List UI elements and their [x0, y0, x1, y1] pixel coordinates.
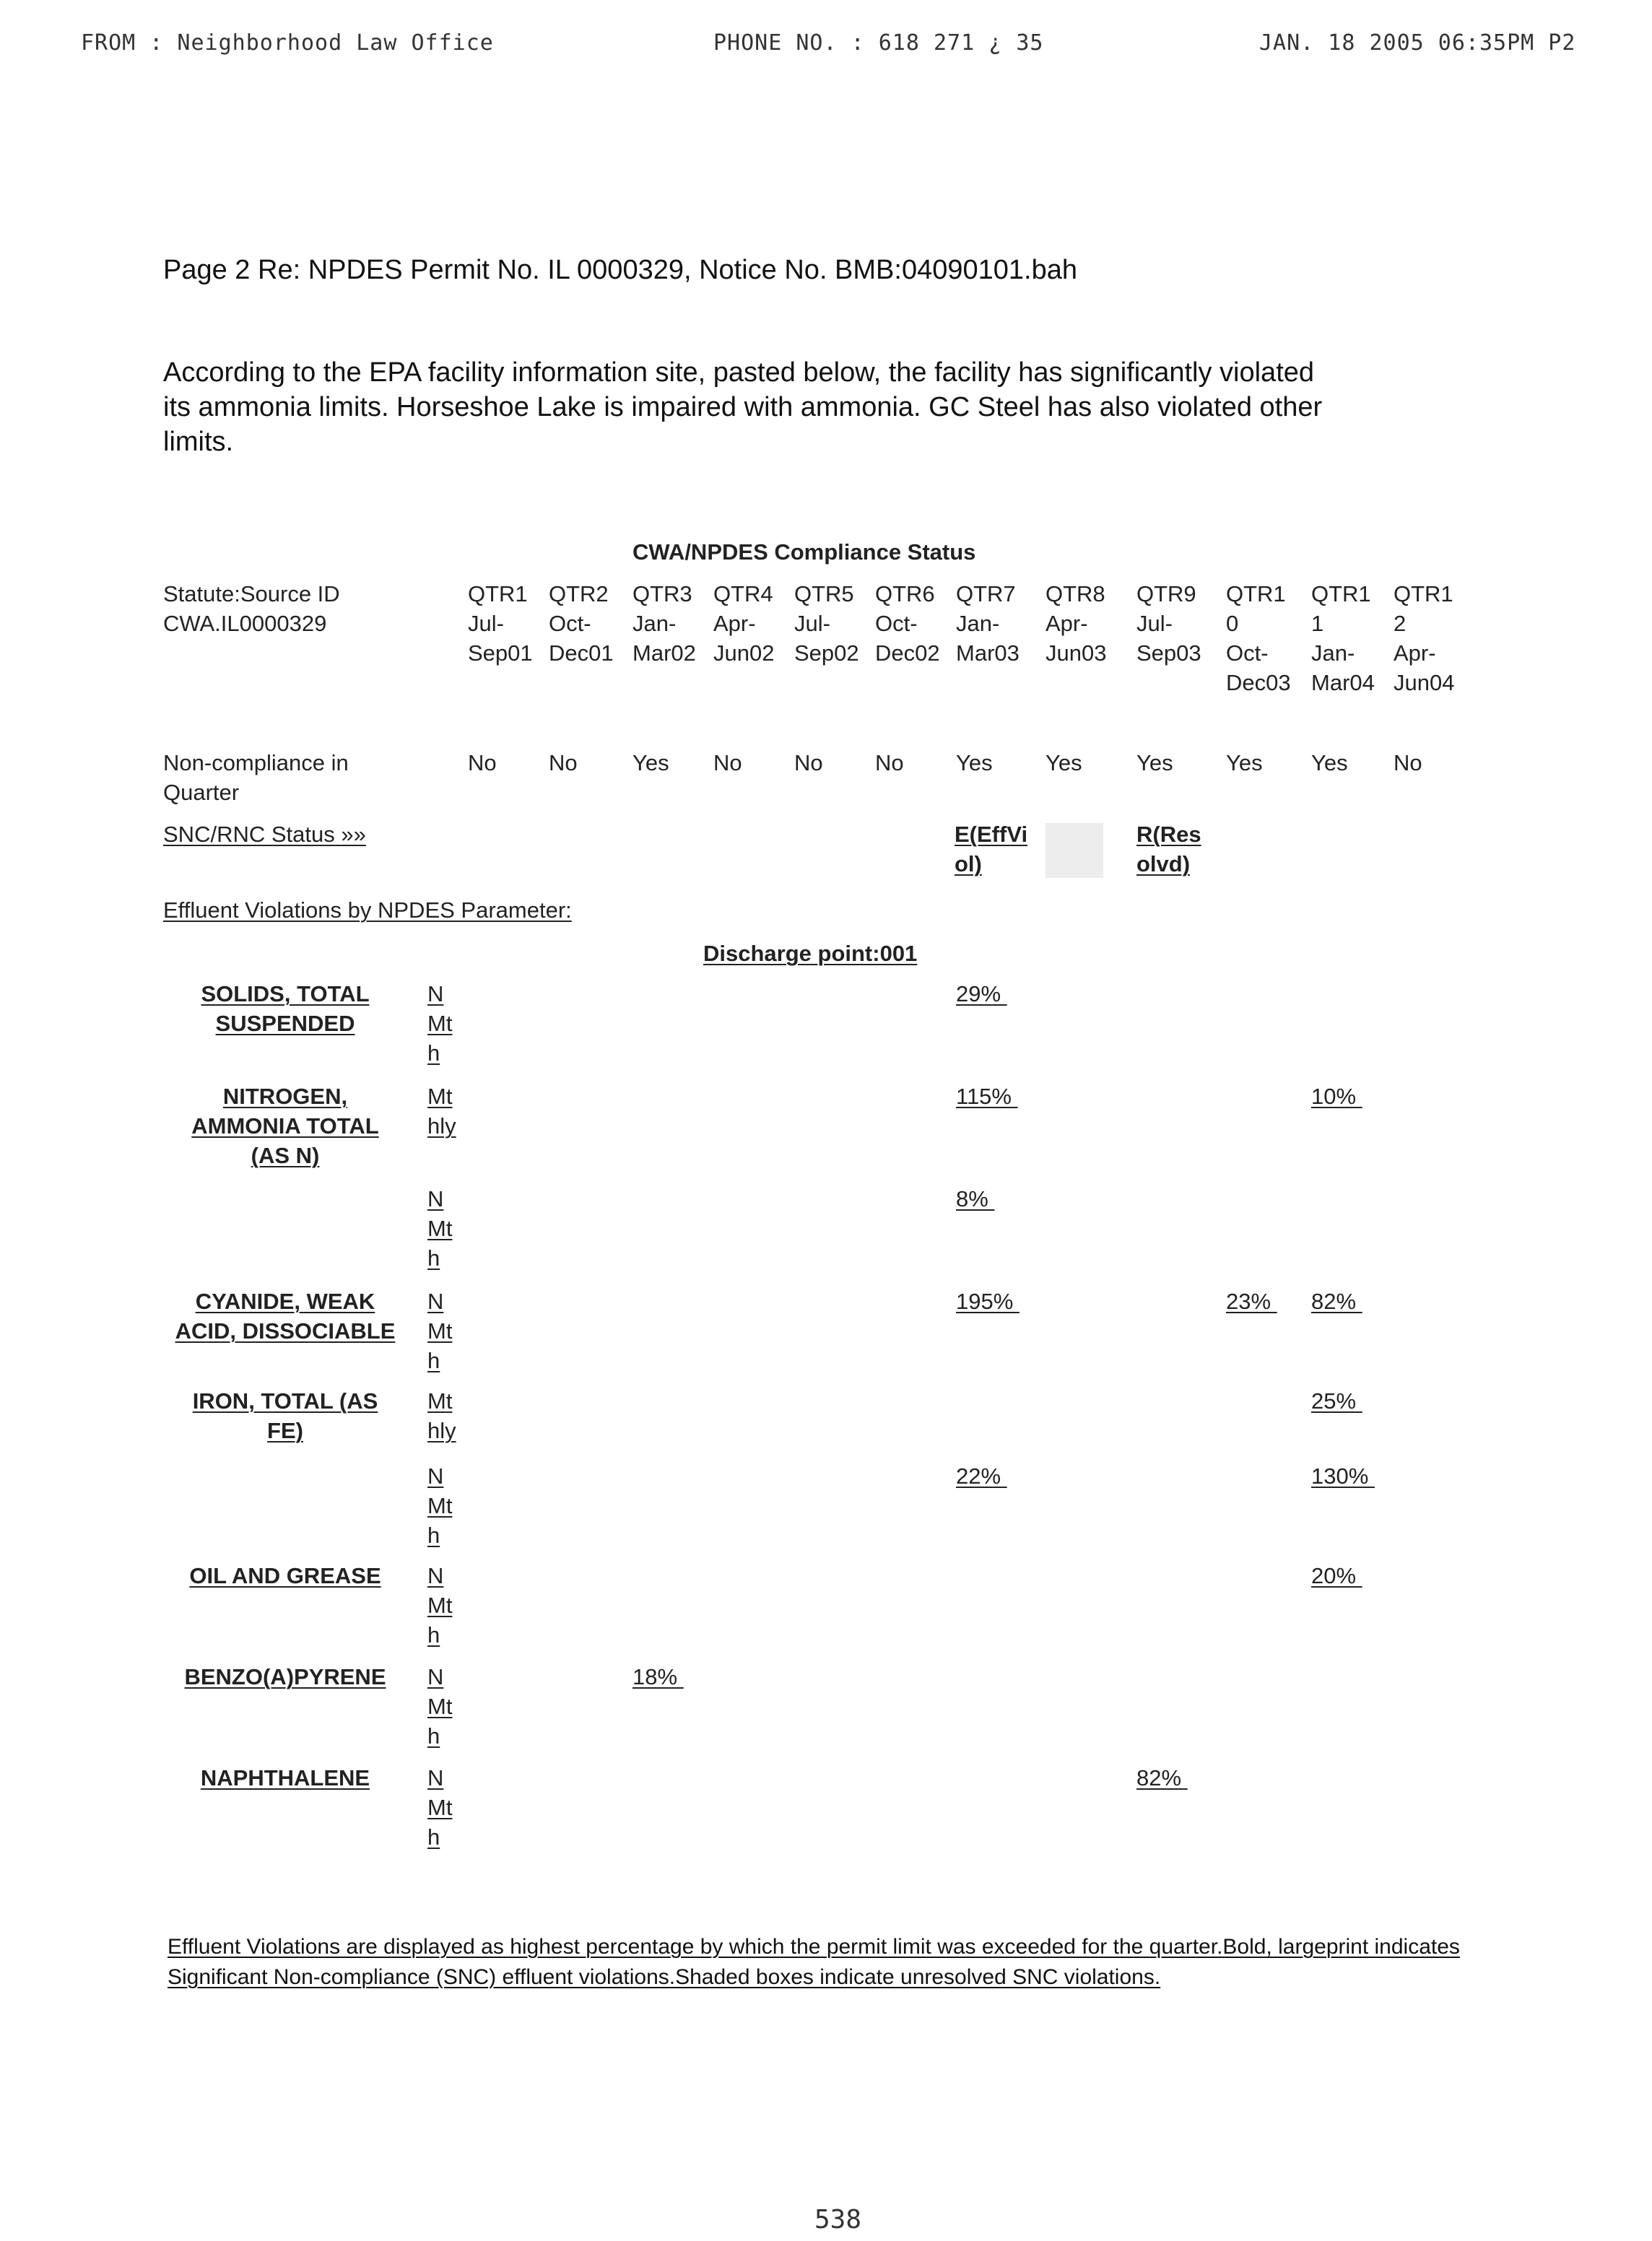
- parameter-code-7-line-1: N: [427, 1563, 444, 1588]
- noncompliance-qtr-11: Yes: [1311, 750, 1348, 775]
- quarter-header-5-line-3: Sep02: [794, 640, 859, 666]
- quarter-header-12-line-3: Apr-: [1394, 640, 1436, 666]
- parameter-name-5-line-2: FE): [267, 1418, 303, 1443]
- parameter-code-7-line-3: h: [427, 1622, 440, 1648]
- quarter-header-3-line-1: QTR3: [632, 581, 692, 606]
- quarter-header-6-line-1: QTR6: [875, 581, 935, 606]
- parameter-name-4-line-2: ACID, DISSOCIABLE: [175, 1318, 396, 1344]
- quarter-header-4-line-3: Jun02: [713, 640, 775, 666]
- noncompliance-qtr-6: No: [875, 750, 904, 775]
- fax-date: JAN. 18 2005 06:35PM P2: [1259, 30, 1576, 56]
- parameter-code-4-line-1: N: [427, 1289, 444, 1314]
- parameter-name-5-line-1: IRON, TOTAL (AS: [192, 1388, 378, 1414]
- quarter-header-12-line-1: QTR1: [1394, 581, 1453, 606]
- quarter-header-11-line-1: QTR1: [1311, 581, 1371, 606]
- noncompliance-qtr-9: Yes: [1136, 750, 1173, 775]
- noncompliance-qtr-1: No: [468, 750, 497, 775]
- parameter-code-6-line-1: N: [427, 1463, 444, 1489]
- quarter-header-7-line-3: Mar03: [956, 640, 1020, 666]
- parameter-name-2-line-2: AMMONIA TOTAL: [191, 1113, 379, 1139]
- noncompliance-qtr-5: No: [794, 750, 823, 775]
- quarter-header-10-line-3: Oct-: [1226, 640, 1269, 666]
- quarter-header-9-line-2: Jul-: [1136, 611, 1173, 636]
- quarter-header-7-line-1: QTR7: [956, 581, 1016, 606]
- snc-label: SNC/RNC Status »»: [163, 822, 366, 847]
- quarter-header-9-line-3: Sep03: [1136, 640, 1201, 666]
- table-title: CWA/NPDES Compliance Status: [632, 539, 976, 565]
- violation-value-1-qtr-7: 29%: [956, 981, 1007, 1006]
- noncompliance-qtr-2: No: [549, 750, 578, 775]
- parameter-code-2-line-2: hly: [427, 1113, 456, 1139]
- parameter-name-8-line-1: BENZO(A)PYRENE: [184, 1664, 386, 1689]
- quarter-header-11-line-2: 1: [1311, 611, 1324, 636]
- parameter-name-9-line-1: NAPHTHALENE: [200, 1765, 370, 1790]
- quarter-header-2-line-2: Oct-: [549, 611, 591, 636]
- snc-qtr7-line1: E(EffVi: [955, 822, 1028, 847]
- quarter-header-8-line-2: Apr-: [1045, 611, 1088, 636]
- quarter-header-9-line-1: QTR9: [1136, 581, 1196, 606]
- parameter-code-3-line-2: Mt: [427, 1216, 453, 1241]
- noncompliance-qtr-3: Yes: [632, 750, 669, 775]
- violation-value-3-qtr-7: 8%: [956, 1186, 995, 1211]
- violation-value-6-qtr-7: 22%: [956, 1463, 1007, 1489]
- quarter-header-3-line-3: Mar02: [632, 640, 696, 666]
- shaded-unresolved-box: [1045, 823, 1103, 878]
- parameter-code-8-line-3: h: [427, 1723, 440, 1749]
- parameter-code-3-line-1: N: [427, 1186, 444, 1211]
- violation-value-9-qtr-9: 82%: [1136, 1765, 1188, 1790]
- quarter-header-8-line-1: QTR8: [1045, 581, 1105, 606]
- quarter-header-11-line-4: Mar04: [1311, 670, 1375, 695]
- quarter-header-2-line-3: Dec01: [549, 640, 614, 666]
- statute-value: CWA.IL0000329: [163, 611, 327, 636]
- snc-qtr9-line1: R(Res: [1136, 822, 1201, 847]
- violation-value-5-qtr-11: 25%: [1311, 1388, 1362, 1414]
- intro-line-3: limits.: [163, 427, 234, 457]
- quarter-header-4-line-2: Apr-: [713, 611, 756, 636]
- quarter-header-12-line-2: 2: [1394, 611, 1407, 636]
- quarter-header-12-line-4: Jun04: [1394, 670, 1455, 695]
- quarter-header-7-line-2: Jan-: [956, 611, 1000, 636]
- snc-qtr9-line2: olvd): [1136, 851, 1191, 876]
- violation-value-4-qtr-7: 195%: [956, 1289, 1020, 1314]
- violation-value-7-qtr-11: 20%: [1311, 1563, 1362, 1588]
- parameter-code-1-line-1: N: [427, 981, 444, 1006]
- violation-value-6-qtr-11: 130%: [1311, 1463, 1375, 1489]
- parameter-code-5-line-2: hly: [427, 1418, 456, 1443]
- snc-qtr7-line2: ol): [955, 851, 982, 876]
- parameter-code-4-line-3: h: [427, 1348, 440, 1373]
- fax-phone: PHONE NO. : 618 271 ¿ 35: [713, 30, 1044, 56]
- parameter-name-2-line-3: (AS N): [251, 1143, 320, 1168]
- quarter-header-10-line-1: QTR1: [1226, 581, 1286, 606]
- quarter-header-10-line-4: Dec03: [1226, 670, 1291, 695]
- noncompliance-qtr-10: Yes: [1226, 750, 1263, 775]
- statute-label: Statute:Source ID: [163, 581, 340, 606]
- parameter-name-4-line-1: CYANIDE, WEAK: [195, 1289, 375, 1314]
- discharge-point: Discharge point:001: [703, 941, 918, 966]
- quarter-header-1-line-1: QTR1: [468, 581, 528, 606]
- violation-value-8-qtr-3: 18%: [632, 1664, 684, 1689]
- noncompliance-qtr-7: Yes: [956, 750, 993, 775]
- violation-value-4-qtr-10: 23%: [1226, 1289, 1277, 1314]
- page-number: 538: [814, 2205, 862, 2235]
- quarter-header-2-line-1: QTR2: [549, 581, 609, 606]
- parameter-name-2-line-1: NITROGEN,: [222, 1084, 348, 1109]
- fax-from: FROM : Neighborhood Law Office: [81, 30, 494, 56]
- intro-line-1: According to the EPA facility information site, pasted below, the facility has significantly violated: [163, 357, 1315, 388]
- noncompliance-qtr-8: Yes: [1045, 750, 1082, 775]
- effluent-label: Effluent Violations by NPDES Parameter:: [163, 897, 572, 923]
- parameter-name-1-line-2: SUSPENDED: [215, 1011, 355, 1036]
- quarter-header-6-line-3: Dec02: [875, 640, 940, 666]
- quarter-header-3-line-2: Jan-: [632, 611, 677, 636]
- parameter-code-6-line-2: Mt: [427, 1493, 453, 1518]
- quarter-header-1-line-2: Jul-: [468, 611, 504, 636]
- parameter-code-9-line-2: Mt: [427, 1795, 453, 1820]
- parameter-name-7-line-1: OIL AND GREASE: [189, 1563, 381, 1588]
- intro-line-2: its ammonia limits. Horseshoe Lake is impaired with ammonia. GC Steel has also violated other: [163, 392, 1323, 422]
- noncompliance-qtr-4: No: [713, 750, 742, 775]
- noncompliance-label-2: Quarter: [163, 780, 240, 805]
- parameter-code-7-line-2: Mt: [427, 1593, 453, 1618]
- quarter-header-11-line-3: Jan-: [1311, 640, 1355, 666]
- quarter-header-8-line-3: Jun03: [1045, 640, 1107, 666]
- page-reference: Page 2 Re: NPDES Permit No. IL 0000329, Notice No. BMB:04090101.bah: [163, 255, 1077, 285]
- quarter-header-4-line-1: QTR4: [713, 581, 773, 606]
- parameter-code-3-line-3: h: [427, 1245, 440, 1271]
- parameter-code-2-line-1: Mt: [427, 1084, 453, 1109]
- violation-value-4-qtr-11: 82%: [1311, 1289, 1362, 1314]
- violation-value-2-qtr-7: 115%: [956, 1084, 1018, 1109]
- parameter-code-8-line-1: N: [427, 1664, 444, 1689]
- parameter-code-6-line-3: h: [427, 1523, 440, 1548]
- parameter-name-1-line-1: SOLIDS, TOTAL: [201, 981, 370, 1006]
- quarter-header-1-line-3: Sep01: [468, 640, 533, 666]
- quarter-header-5-line-2: Jul-: [794, 611, 830, 636]
- parameter-code-1-line-3: h: [427, 1040, 440, 1066]
- noncompliance-qtr-12: No: [1394, 750, 1422, 775]
- footnote: Effluent Violations are displayed as highest percentage by which the permit limit was exceeded for the quarter.Bold, largeprint indicates Significant Non-compliance (SNC) effluent violations.Shaded boxes indicate unresolved SNC violations.: [168, 1935, 1460, 1989]
- violation-value-2-qtr-11: 10%: [1311, 1084, 1362, 1109]
- parameter-code-8-line-2: Mt: [427, 1694, 453, 1719]
- parameter-code-1-line-2: Mt: [427, 1011, 453, 1036]
- parameter-code-5-line-1: Mt: [427, 1388, 453, 1414]
- parameter-code-9-line-3: h: [427, 1824, 440, 1850]
- quarter-header-5-line-1: QTR5: [794, 581, 854, 606]
- noncompliance-label-1: Non-compliance in: [163, 750, 349, 775]
- parameter-code-4-line-2: Mt: [427, 1318, 453, 1344]
- parameter-code-9-line-1: N: [427, 1765, 444, 1790]
- quarter-header-10-line-2: 0: [1226, 611, 1239, 636]
- quarter-header-6-line-2: Oct-: [875, 611, 918, 636]
